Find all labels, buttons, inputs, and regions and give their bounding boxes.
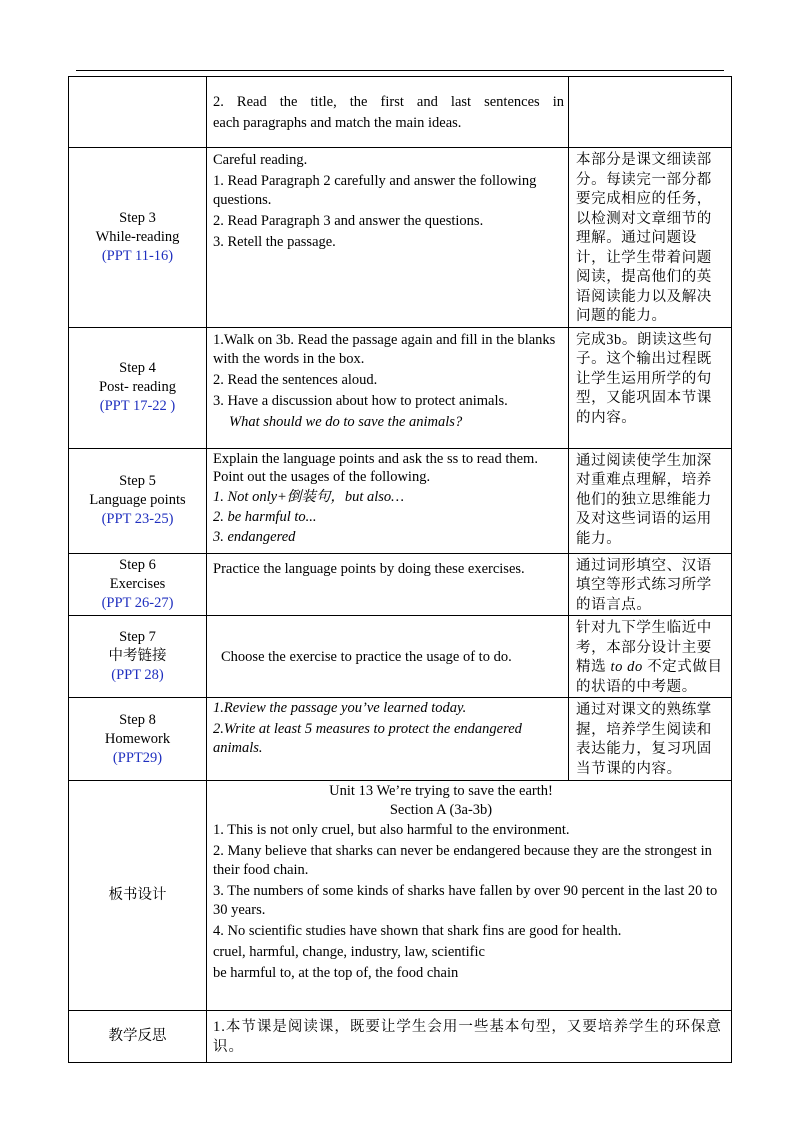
content-line: 2. be harmful to... [213, 508, 317, 525]
content-cell [207, 698, 569, 781]
note-cell [569, 77, 732, 148]
ppt-range: (PPT 26-27) [101, 594, 174, 611]
table-row [69, 553, 732, 616]
note-cell: 本部分是课文细读部分。每读完一部分都要完成相应的任务，以检测对文章细节的理解。通过问题设计，让学生带着问题阅读，提高他们的英语阅读能力以及解决问题的能力。 [569, 148, 732, 328]
step-stage: Homework [104, 730, 171, 747]
reflection-label: 教学反思 [69, 1011, 207, 1063]
board-line: 1. This is not only cruel, but also harmful to the environment. [213, 822, 570, 838]
content-line: Explain the language points and ask the ss to read them. Point out the usages of the following. [213, 450, 538, 485]
step-cell [69, 448, 207, 553]
content-cell [207, 148, 569, 328]
content-line: 1. Not only+倒装句，but also… [213, 488, 405, 505]
step-stage: Post- reading [99, 379, 176, 395]
step-cell [69, 327, 207, 448]
board-line: 3. The numbers of some kinds of sharks have fallen by over 90 percent in the last 20 to 30 years. [213, 883, 718, 918]
step-stage: Language points [89, 492, 186, 508]
content-line: What should we do to save the animals? [229, 413, 463, 430]
note-cell: 通过阅读使学生加深对重难点理解，培养他们的独立思维能力及对这些词语的运用能力。 [569, 448, 732, 553]
lesson-plan-table [68, 76, 732, 1063]
ppt-range: (PPT 11-16) [101, 247, 174, 264]
content-line: 2. Read the title, the first and last sentences in [213, 94, 564, 110]
content-line: 3. Have a discussion about how to protect animals. [213, 392, 508, 409]
step-cell [69, 616, 207, 698]
board-content [207, 781, 732, 1011]
step-number: Step 3 [119, 209, 156, 226]
ppt-range: (PPT 23-25) [101, 511, 174, 527]
content-cell [207, 327, 569, 448]
note-text: 不定式做目的状语的中考题。 [576, 659, 723, 695]
content-cell [207, 553, 569, 616]
step-cell [69, 553, 207, 616]
table-row [69, 77, 732, 148]
table-row [69, 698, 732, 781]
content-cell [207, 616, 569, 698]
content-line: each paragraphs and match the main ideas. [213, 115, 462, 131]
step-stage: While-reading [95, 228, 180, 245]
content-line: 1.Review the passage you’ve learned today. [213, 700, 467, 716]
step-stage: 中考链接 [108, 648, 167, 664]
table-row [69, 148, 732, 328]
note-cell: 完成3b。朗读这些句子。这个输出过程既让学生运用所学的句型，又能巩固本节课的内容。 [569, 327, 732, 448]
step-stage: Exercises [109, 575, 166, 592]
note-text: to do [610, 659, 643, 675]
content-line: 2. Read Paragraph 3 and answer the questions. [213, 213, 484, 229]
note-cell: 通过对课文的熟练掌握，培养学生阅读和表达能力，复习巩固当节课的内容。 [569, 698, 732, 781]
reflection-text: 1.本节课是阅读课，既要让学生会用一些基本句型，又要培养学生的环保意识。 [207, 1011, 732, 1063]
table-row [69, 327, 732, 448]
content-line: Careful reading. [213, 152, 308, 168]
content-line: 3. endangered [213, 528, 296, 545]
ppt-range: (PPT 28) [111, 667, 164, 683]
step-number: Step 6 [119, 556, 156, 573]
board-line: 4. No scientific studies have shown that shark fins are good for health. [213, 923, 622, 939]
step-cell [69, 698, 207, 781]
board-label: 板书设计 [69, 781, 207, 1011]
ppt-range: (PPT29) [112, 749, 163, 766]
board-section: Section A (3a-3b) [389, 802, 493, 818]
step-number: Step 8 [119, 711, 156, 728]
note-cell [569, 616, 732, 698]
table-row [69, 448, 732, 553]
content-line: 2. Read the sentences aloud. [213, 371, 378, 388]
content-line: 1.Walk on 3b. Read the passage again and fill in the blanks with the words in the box. [213, 331, 556, 367]
board-line: cruel, harmful, change, industry, law, scientific [213, 944, 485, 960]
table-row [69, 1011, 732, 1063]
content-line: 1. Read Paragraph 2 carefully and answer the following questions. [213, 173, 537, 208]
board-title: Unit 13 We’re trying to save the earth! [329, 783, 553, 799]
header-rule [76, 70, 724, 71]
step-number: Step 7 [119, 629, 156, 645]
ppt-range: (PPT 17-22 ) [99, 398, 176, 414]
table-row [69, 616, 732, 698]
note-text: 针对九下学生临近中考，本部分设计主要精选 [576, 620, 712, 675]
content-line: 2.Write at least 5 measures to protect the endangered animals. [213, 721, 522, 756]
step-cell [69, 148, 207, 328]
table-row [69, 781, 732, 1011]
step-number: Step 4 [119, 360, 156, 376]
step-cell [69, 77, 207, 148]
content-cell [207, 448, 569, 553]
step-number: Step 5 [119, 473, 156, 489]
content-line: 3. Retell the passage. [213, 234, 336, 250]
content-line: Choose the exercise to practice the usage of to do. [221, 648, 512, 665]
note-cell: 通过词形填空、汉语填空等形式练习所学的语言点。 [569, 553, 732, 616]
content-cell [207, 77, 569, 148]
content-line: Practice the language points by doing these exercises. [213, 560, 525, 577]
board-line: 2. Many believe that sharks can never be endangered because they are the strongest in their food chain. [213, 843, 712, 878]
board-line: be harmful to, at the top of, the food chain [213, 965, 459, 981]
